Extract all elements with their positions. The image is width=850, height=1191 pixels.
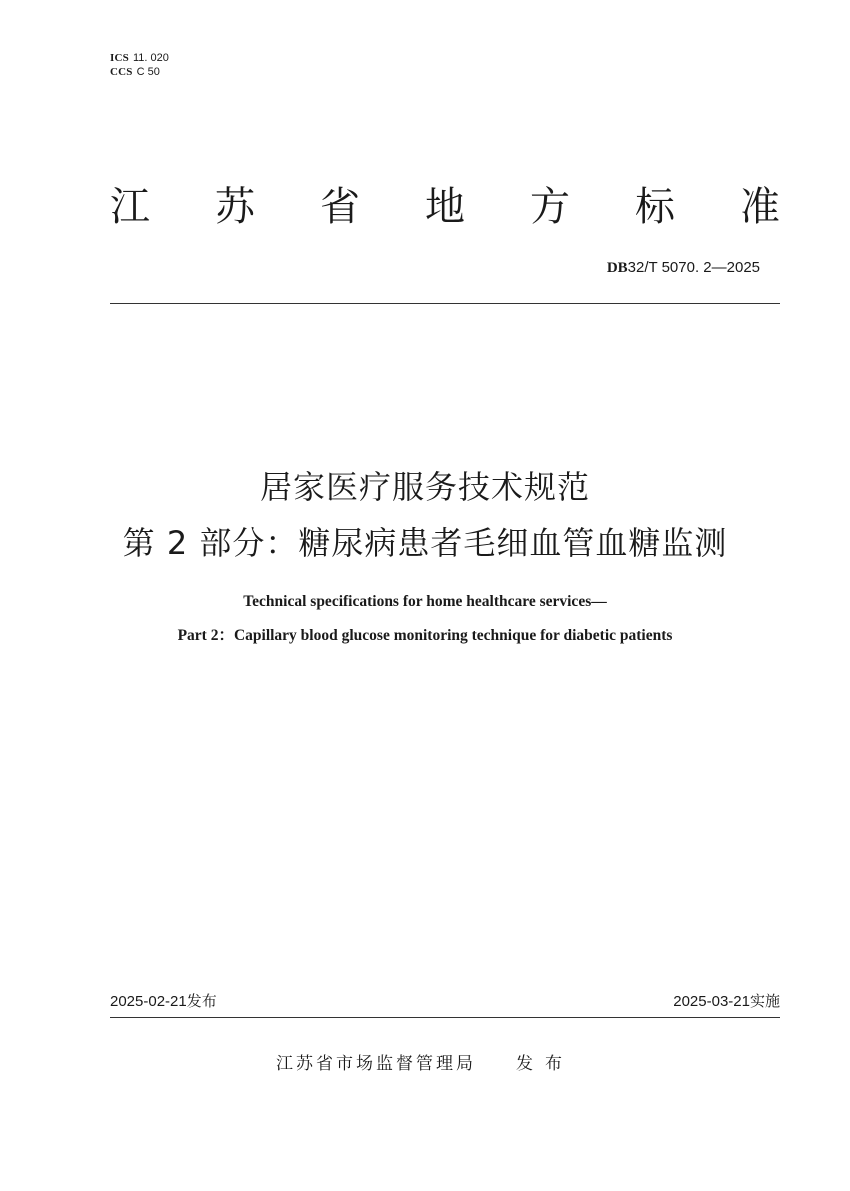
implementation-date-value: 2025-03-21 xyxy=(673,993,750,1010)
ccs-code-row xyxy=(110,65,169,79)
chinese-title-line2: 第 2 部分：糖尿病患者毛细血管血糖监测 xyxy=(122,524,728,562)
ics-value: 11. 020 xyxy=(132,52,169,64)
issue-date xyxy=(110,991,217,1012)
heading-char: 地 xyxy=(425,184,465,230)
english-title-line2: Part 2：Capillary blood glucose monitoring technique for diabetic patients xyxy=(177,627,673,644)
heading-char: 苏 xyxy=(215,184,255,230)
ccs-label: CCS xyxy=(110,66,133,78)
standard-type-heading xyxy=(110,182,780,232)
english-title-line1: Technical specifications for home healthcare services— xyxy=(243,593,607,610)
standard-number-code: 32/T 5070. 2—2025 xyxy=(627,259,760,276)
ics-label: ICS xyxy=(110,52,129,64)
heading-char: 标 xyxy=(635,184,675,230)
publisher-organization: 江苏省市场监督管理局 xyxy=(276,1054,476,1074)
standard-number xyxy=(607,258,760,277)
standard-number-prefix: DB xyxy=(606,260,628,276)
issue-date-label: 发布 xyxy=(186,992,217,1010)
heading-char: 省 xyxy=(320,184,360,230)
issue-date-value: 2025-02-21 xyxy=(110,993,187,1010)
top-divider xyxy=(110,303,780,304)
publisher-action: 发布 xyxy=(516,1054,574,1074)
classification-codes xyxy=(110,51,169,79)
heading-char: 准 xyxy=(740,184,780,230)
bottom-divider xyxy=(110,1017,780,1018)
ccs-value: C 50 xyxy=(136,66,160,78)
publisher xyxy=(0,1052,850,1076)
heading-char: 方 xyxy=(530,184,570,230)
implementation-date xyxy=(673,991,780,1012)
heading-char: 江 xyxy=(110,184,150,230)
implementation-date-label: 实施 xyxy=(749,992,780,1010)
chinese-title-line1: 居家医疗服务技术规范 xyxy=(259,468,590,506)
ics-code-row xyxy=(110,51,169,65)
